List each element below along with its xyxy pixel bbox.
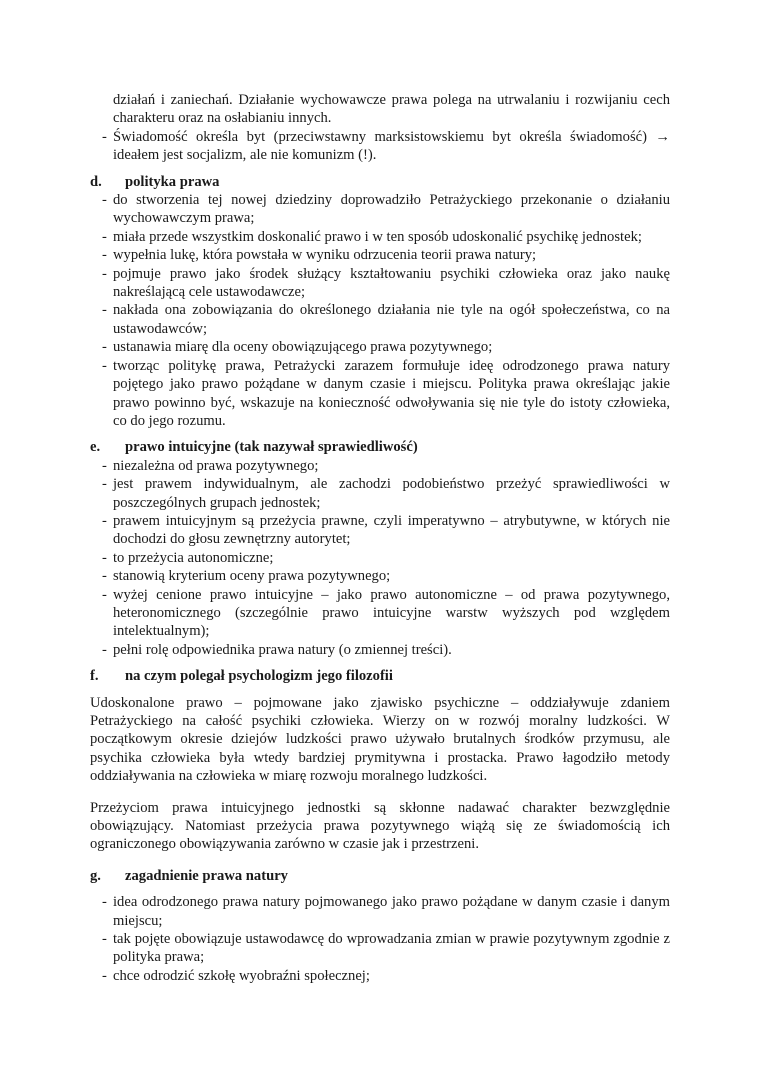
list-item-text: wypełnia lukę, która powstała w wyniku odrzucenia teorii prawa natury; [113, 247, 537, 264]
bullet-dash: - [102, 265, 107, 282]
list-item-text: Świadomość określa byt (przeciwstawny marksistowskiemu byt określa świadomość) → ideałem jest socjalizm, ale nie komunizm (!). [113, 128, 670, 164]
bullet-dash: - [102, 339, 107, 356]
list-item [90, 246, 670, 264]
list-item [90, 893, 670, 930]
bullet-dash: - [102, 128, 107, 145]
section-title: prawo intuicyjne (tak nazywał sprawiedliwość) [125, 439, 418, 456]
list-item [90, 512, 670, 549]
list-item [90, 128, 670, 165]
bullet-dash: - [102, 476, 107, 493]
section-letter: d. [90, 173, 102, 190]
bullet-list-d [90, 191, 670, 430]
section-heading-f [90, 667, 670, 685]
list-item-text: jest prawem indywidualnym, ale zachodzi podobieństwo przeżyć sprawiedliwości w poszczególnych grupach jednostek; [113, 476, 670, 511]
list-item [90, 930, 670, 967]
list-item [90, 641, 670, 659]
list-item-text: chce odrodzić szkołę wyobraźni społecznej; [113, 967, 370, 984]
bullet-dash: - [102, 549, 107, 566]
list-item [90, 228, 670, 246]
list-item [90, 357, 670, 431]
list-item [90, 338, 670, 356]
list-item [90, 191, 670, 228]
bullet-dash: - [102, 931, 107, 948]
bullet-list-e [90, 457, 670, 659]
section-letter: e. [90, 439, 101, 456]
bullet-dash: - [102, 457, 107, 474]
bullet-dash: - [102, 512, 107, 529]
section-title: polityka prawa [125, 173, 220, 190]
section-heading-e [90, 438, 670, 456]
list-item-text: tworząc politykę prawa, Petrażycki zarazem formułuje ideę odrodzonego prawa natury pojętego jako prawo pożądane w danym czasie i miejscu. Polityka prawa określając jakie prawo powinno być, wskazuje na konieczność odwoływania się nie tyle do istoty człowieka, co do jego rozumu. [113, 357, 670, 429]
list-item [90, 475, 670, 512]
list-item-text: pojmuje prawo jako środek służący kształtowaniu psychiki człowieka oraz jako naukę nakreślającą cele ustawodawcze; [113, 265, 670, 301]
list-item-text: miała przede wszystkim doskonalić prawo i w ten sposób udoskonalić psychikę jednostek; [113, 228, 642, 245]
list-item-text: wyżej cenione prawo intuicyjne – jako prawo autonomiczne – od prawa pozytywnego, heteronomicznego (szczególnie prawo intuicyjne warstw wyższych pod względem intelektualnym); [113, 586, 670, 640]
bullet-list-g [90, 893, 670, 985]
section-title: zagadnienie prawa natury [125, 867, 288, 884]
section-heading-d [90, 173, 670, 191]
continuation-paragraph: działań i zaniechań. Działanie wychowawcze prawa polega na utrwalaniu i rozwijaniu cech charakteru oraz na osłabianiu innych. [113, 92, 670, 127]
section-heading-g [90, 867, 670, 885]
list-item [90, 567, 670, 585]
bullet-dash: - [102, 894, 107, 911]
body-paragraph: Udoskonalone prawo – pojmowane jako zjawisko psychiczne – oddziaływuje zdaniem Petrażyckiego na całość psychiki człowieka. Wierzy on w rozwój moralny ludzkości. W początkowym okresie dziejów ludzkości prawo używało brutalnych środków przymusu, ale psychika człowieka była wtedy bardziej prymitywna i prostacka. Prawo łagodziło metody oddziaływania na człowieka w miarę rozwoju moralnego ludzkości. [90, 694, 670, 785]
list-item-text: idea odrodzonego prawa natury pojmowanego jako prawo pożądane w danym czasie i danym miejscu; [113, 894, 670, 929]
list-item [90, 265, 670, 302]
bullet-dash: - [102, 586, 107, 603]
list-item-text: pełni rolę odpowiednika prawa natury (o zmiennej treści). [113, 641, 452, 658]
intro-bullet-list [90, 128, 670, 165]
bullet-dash: - [102, 357, 107, 374]
list-item-text: ustanawia miarę dla oceny obowiązującego prawa pozytywnego; [113, 339, 493, 356]
bullet-dash: - [102, 228, 107, 245]
bullet-dash: - [102, 247, 107, 264]
list-item [90, 549, 670, 567]
list-item-text: do stworzenia tej nowej dziedziny doprowadziło Petrażyckiego przekonanie o działaniu wychowawczym prawa; [113, 192, 670, 227]
list-item [90, 967, 670, 985]
body-paragraph: Przeżyciom prawa intuicyjnego jednostki są skłonne nadawać charakter bezwzględnie obowiązujący. Natomiast przeżycia prawa pozytywnego wiążą się ze świadomością ich ograniczonego obowiązywania zarówno w czasie jak i przestrzeni. [90, 799, 670, 853]
bullet-dash: - [102, 192, 107, 209]
list-item-text: tak pojęte obowiązuje ustawodawcę do wprowadzania zmian w prawie pozytywnym zgodnie z polityka prawa; [113, 931, 670, 966]
section-letter: g. [90, 867, 101, 884]
list-item-text: to przeżycia autonomiczne; [113, 549, 274, 566]
list-item [90, 301, 670, 338]
list-item-text: nakłada ona zobowiązania do określonego działania nie tyle na ogół społeczeństwa, co na ustawodawców; [113, 302, 670, 337]
list-item-text: stanowią kryterium oceny prawa pozytywnego; [113, 568, 391, 585]
list-item-text: prawem intuicyjnym są przeżycia prawne, czyli imperatywno – atrybutywne, w których nie dochodzi do głosu zewnętrzny autorytet; [113, 512, 670, 548]
bullet-dash: - [102, 302, 107, 319]
list-item [90, 457, 670, 475]
list-item-text: niezależna od prawa pozytywnego; [113, 457, 319, 474]
document-page [90, 91, 670, 985]
bullet-dash: - [102, 568, 107, 585]
bullet-dash: - [102, 967, 107, 984]
section-letter: f. [90, 668, 99, 685]
bullet-dash: - [102, 641, 107, 658]
list-item [90, 586, 670, 641]
section-title: na czym polegał psychologizm jego filozofii [125, 668, 393, 685]
